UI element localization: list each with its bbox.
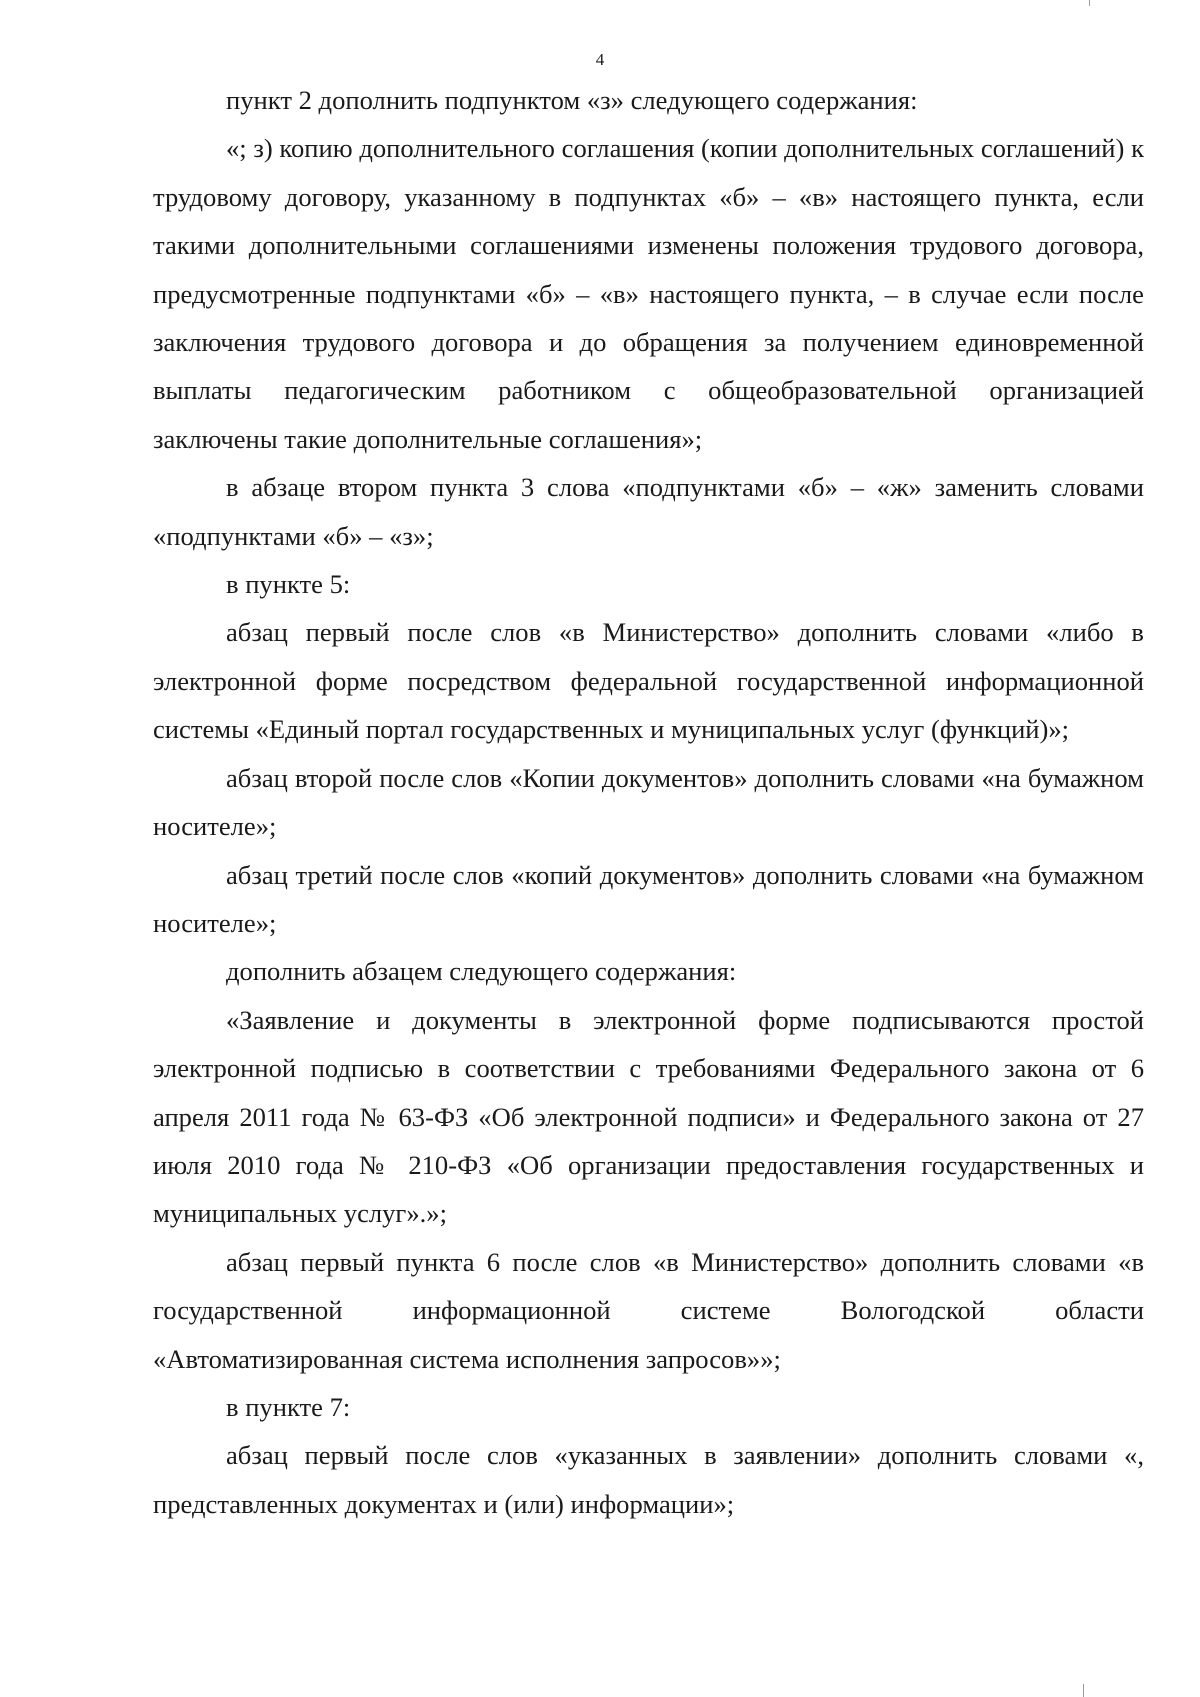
page-number: 4 [595, 50, 605, 69]
paragraph-item-3-amendment: в абзаце втором пункта 3 слова «подпунктами «б» – «ж» заменить словами «подпунктами «б» – «з»; [153, 472, 1144, 551]
paragraph-item-7-first: абзац первый после слов «указанных в заявлении» дополнить словами «, представленных документах и (или) информации»; [153, 1440, 1144, 1519]
paragraph-item-6-first: абзац первый пункта 6 после слов «в Министерство» дополнить словами «в государственной информационной системе Вологодской области «Автоматизированная система исполнения запросов»»; [153, 1246, 1144, 1374]
paragraph-electronic-signature: «Заявление и документы в электронной форме подписываются простой электронной подписью в соответствии с требованиями Федерального закона от 6 апреля 2011 года № 63-ФЗ «Об электронной подписи» и Федерального закона от 27 июля 2010 года № 210-ФЗ «Об организации предоставления государственных и муниципальных услуг».»; [153, 1004, 1144, 1229]
paragraph-add-new: дополнить абзацем следующего содержания: [226, 956, 737, 987]
scan-edge-mark [1083, 1684, 1084, 1697]
paragraph-item-5-heading: в пункте 5: [226, 569, 351, 600]
paragraph-subitem-z-text: «; з) копию дополнительного соглашения (копии дополнительных соглашений) к трудовому договору, указанному в подпунктах «б» – «в» настоящего пункта, если такими дополнительными соглашениями изменены положения трудового договора, предусмотренные подпунктами «б» – «в» настоящего пункта, – в случае если после заключения трудового договора и до обращения за получением единовременной выплаты педагогическим работником с общеобразовательной организацией заключены такие дополнительные соглашения»; [153, 133, 1144, 454]
paragraph-item-5-third: абзац третий после слов «копий документов» дополнить словами «на бумажном носителе»; [153, 859, 1144, 938]
paragraph-item-5-second: абзац второй после слов «Копии документов» дополнить словами «на бумажном носителе»; [153, 762, 1144, 842]
paragraph-item-5-first: абзац первый после слов «в Министерство» дополнить словами «либо в электронной форме посредством федеральной государственной информационной системы «Единый портал государственных и муниципальных услуг (функций)»; [153, 617, 1144, 745]
paragraph-item-2-z: пункт 2 дополнить подпунктом «з» следующего содержания: [226, 85, 918, 115]
paragraph-item-7-heading: в пункте 7: [226, 1391, 351, 1422]
scan-edge-mark [1089, 0, 1090, 6]
document-body [153, 76, 1144, 1528]
